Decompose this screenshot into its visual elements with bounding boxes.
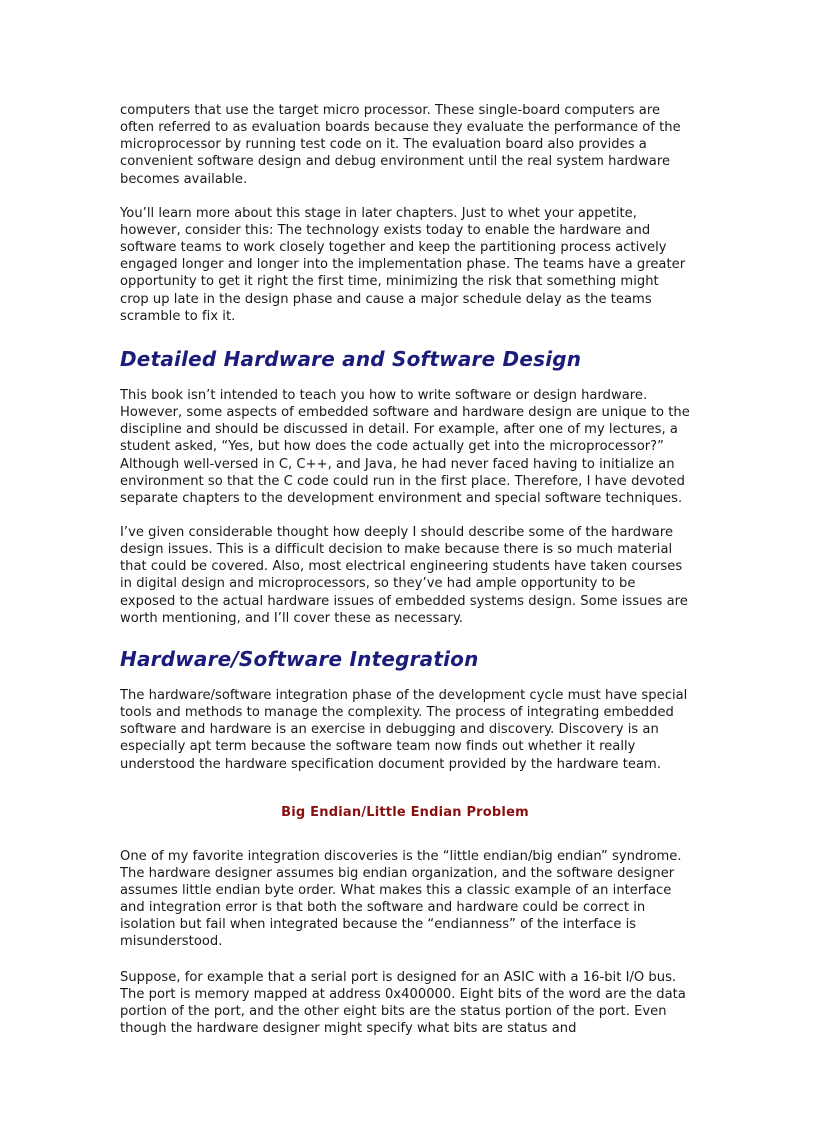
- paragraph-endian-syndrome: One of my favorite integration discoveries is the “little endian/big endian” syndrome. The hardware designer assumes big endian organization, and the software designer assumes little endian byte order. What makes this a classic example of an interface and integration error is that both the software and hardware could be correct in isolation but fail when integrated because the “endianness” of the interface is misunderstood.: [120, 848, 682, 950]
- paragraph-book-intent: This book isn’t intended to teach you how to write software or design hardware. However, some aspects of embedded software and hardware design are unique to the discipline and should be discussed in detail. For example, after one of my lectures, a student asked, “Yes, but how does the code actually get into the microprocessor?” Although well-versed in C, C++, and Java, he had never faced having to initialize an environment so that the C code could run in the first place. Therefore, I have devoted separate chapters to the development environment and special software techniques.: [120, 387, 690, 506]
- paragraph-integration-phase: The hardware/software integration phase of the development cycle must have special tools and methods to manage the complexity. The process of integrating embedded software and hardware is an exercise in debugging and discovery. Discovery is an especially apt term because the software team now finds out whether it really understood the hardware specification document provided by the hardware team.: [120, 687, 688, 772]
- document-page: [120, 102, 690, 1037]
- paragraph-evaluation-boards: computers that use the target micro processor. These single-board computers are often referred to as evaluation boards because they evaluate the performance of the microprocessor by running test code on it. The evaluation board also provides a convenient software design and debug environment until the real system hardware becomes available.: [120, 103, 681, 187]
- paragraph-hardware-issues: I’ve given considerable thought how deeply I should describe some of the hardware design issues. This is a difficult decision to make because there is so much material that could be covered. Also, most electrical engineering students have taken courses in digital design and microprocessors, so they’ve had ample opportunity to be exposed to the actual hardware issues of embedded systems design. Some issues are worth mentioning, and I’ll cover these as necessary.: [120, 524, 688, 626]
- heading-hw-sw-integration: Hardware/Software Integration: [120, 646, 479, 671]
- paragraph-serial-port-example: Suppose, for example that a serial port is designed for an ASIC with a 16-bit I/O bus. The port is memory mapped at address 0x400000. Eight bits of the word are the data portion of the port, and the other eight bits are the status portion of the port. Even though the hardware designer might specify what bits are status and: [120, 969, 686, 1037]
- heading-detailed-design: Detailed Hardware and Software Design: [120, 346, 582, 371]
- paragraph-whet-appetite: You’ll learn more about this stage in later chapters. Just to whet your appetite, however, consider this: The technology exists today to enable the hardware and software teams to work closely together and keep the partitioning process actively engaged longer and longer into the implementation phase. The teams have a greater opportunity to get it right the first time, minimizing the risk that something might crop up late in the design phase and cause a major schedule delay as the teams scramble to fix it.: [120, 205, 686, 324]
- subheading-endian-problem: Big Endian/Little Endian Problem: [281, 804, 529, 820]
